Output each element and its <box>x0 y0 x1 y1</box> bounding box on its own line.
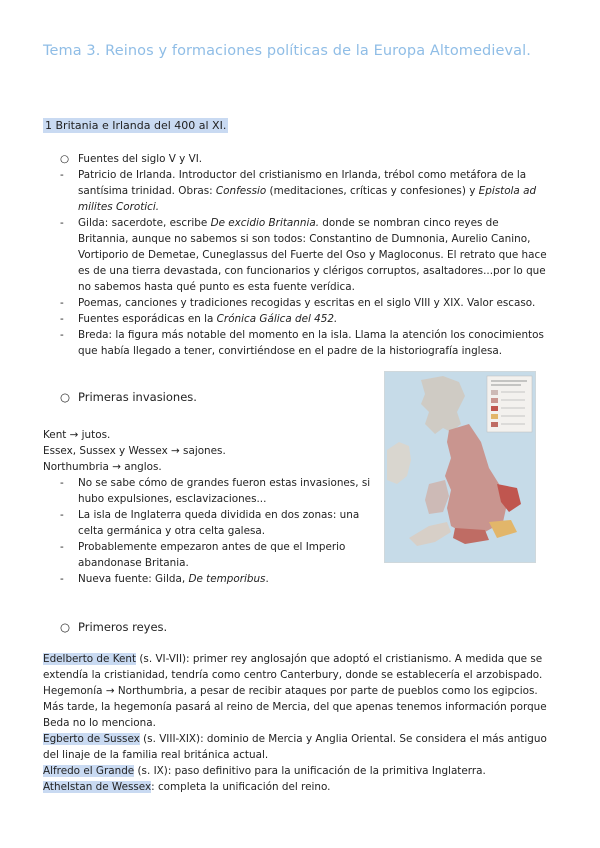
work-title: De excidio Britannia. <box>210 217 319 229</box>
dash-bullet-icon: - <box>60 573 64 585</box>
subsection-heading <box>60 619 167 635</box>
list-item-text: Probablemente empezaron antes de que el Imperio abandonase Britania. <box>78 541 346 569</box>
legend-swatch <box>491 398 498 403</box>
scotland-shape <box>421 376 465 434</box>
dash-bullet-icon: - <box>60 217 64 229</box>
king-name: Alfredo el Grande <box>43 765 135 777</box>
peoples-list <box>43 427 373 475</box>
list-item-text: Fuentes esporádicas en la <box>78 313 217 325</box>
people-line: Essex, Sussex y Wessex → sajones. <box>43 445 226 457</box>
dash-bullet-icon: - <box>60 329 64 341</box>
list-item-text: Gilda: sacerdote, escribe <box>78 217 211 229</box>
list-item <box>60 539 372 571</box>
list-item-text: No se sabe cómo de grandes fueron estas invasiones, si hubo expulsiones, esclavizaciones... <box>78 477 371 505</box>
list-item <box>60 327 550 359</box>
list-item-text: Breda: la figura más notable del momento en la isla. Llama la atención los conocimientos que había llegado a tener, convirtiéndose en el padre de la historiografía inglesa. <box>78 329 544 357</box>
legend-swatch <box>491 422 498 427</box>
work-title: Epistola ad milites Corotici. <box>78 185 537 213</box>
work-title: De temporibus <box>188 573 266 585</box>
king-description: (s. VI-VII): primer rey anglosajón que adoptó el cristianismo. A medida que se extendía la cristianidad, tendría como centro Canterbury, donde se establecería el arzobispado. Hegemonía → Northumbria, a pesar de recibir ataques por parte de pueblos como los egipcios. Más tarde, la hegemonía pasará al reino de Mercia, del que apenas tenemos información porque Beda no lo menciona. <box>43 653 547 729</box>
dash-bullet-icon: - <box>60 509 64 521</box>
circle-bullet-icon: ○ <box>60 390 71 404</box>
king-name: Athelstan de Wessex <box>43 781 152 793</box>
list-item <box>60 311 550 327</box>
dash-bullet-icon: - <box>60 313 64 325</box>
legend-swatch <box>491 406 498 411</box>
list-item-text: La isla de Inglaterra queda dividida en dos zonas: una celta germánica y otra celta galesa. <box>78 509 360 537</box>
king-name: Egberto de Sussex <box>43 733 140 745</box>
page-title: Tema 3. Reinos y formaciones políticas de la Europa Altomedieval. <box>43 43 532 59</box>
king-description: (s. VIII-XIX): dominio de Mercia y Anglia Oriental. Se considera el más antiguo del linaje de la familia real británica actual. <box>43 733 547 761</box>
subsection-heading <box>60 389 197 405</box>
list-item-text: . <box>265 573 269 585</box>
circle-bullet-icon: ○ <box>60 153 70 165</box>
list-item-text: donde se nombran cinco reyes de Britannia, aunque no sabemos si son todos: Constantino de Dumnonia, Aurelio Canino, Vortiporio de Demetae, Cuneglassus del Fuerte del Oso y Magloconus. El retrato que hace es de una tierra devastada, con funcionarios y clérigos corruptos, asaltadores...por lo que no sabemos hasta qué punto es esta fuente verídica. <box>78 217 547 293</box>
dash-bullet-icon: - <box>60 477 64 489</box>
list-item <box>60 475 372 507</box>
list-item-text: Patricio de Irlanda. Introductor del cristianismo en Irlanda, trébol como metáfora de la santísima trinidad. Obras: <box>78 169 527 197</box>
invasions-list <box>60 475 372 587</box>
list-item <box>60 151 550 167</box>
legend-swatch <box>491 390 498 395</box>
king-paragraph <box>43 731 559 763</box>
people-line: Kent → jutos. <box>43 429 111 441</box>
legend-swatch <box>491 414 498 419</box>
britain-map <box>384 371 536 563</box>
work-title: Confessio <box>215 185 267 197</box>
list-item-text: (meditaciones, críticas y confesiones) y <box>266 185 479 197</box>
king-description: : completa la unificación del reino. <box>151 781 331 793</box>
section-heading: 1 Britania e Irlanda del 400 al XI. <box>45 119 227 132</box>
king-paragraph <box>43 763 559 779</box>
list-item <box>60 571 372 587</box>
king-paragraph <box>43 651 559 731</box>
king-name: Edelberto de Kent <box>43 653 137 665</box>
list-item <box>60 167 550 215</box>
dash-bullet-icon: - <box>60 541 64 553</box>
people-line: Northumbria → anglos. <box>43 461 162 473</box>
subsection-title: Primeras invasiones. <box>78 390 197 404</box>
work-title: Crónica Gálica del 452. <box>216 313 338 325</box>
list-item-text: Nueva fuente: Gilda, <box>78 573 189 585</box>
list-item <box>60 295 550 311</box>
kings-text <box>43 651 559 795</box>
king-description: (s. IX): paso definitivo para la unificación de la primitiva Inglaterra. <box>134 765 486 777</box>
britain-map-svg <box>385 372 535 562</box>
dash-bullet-icon: - <box>60 297 64 309</box>
list-item-text: Poemas, canciones y tradiciones recogidas y escritas en el siglo VIII y XIX. Valor escaso. <box>78 297 536 309</box>
subsection-title: Primeros reyes. <box>78 620 168 634</box>
circle-bullet-icon: ○ <box>60 620 71 634</box>
king-paragraph <box>43 779 559 795</box>
dash-bullet-icon: - <box>60 169 64 181</box>
list-item <box>60 215 550 295</box>
list-item <box>60 507 372 539</box>
sources-list <box>60 151 550 359</box>
list-item-text: Fuentes del siglo V y VI. <box>78 153 203 165</box>
